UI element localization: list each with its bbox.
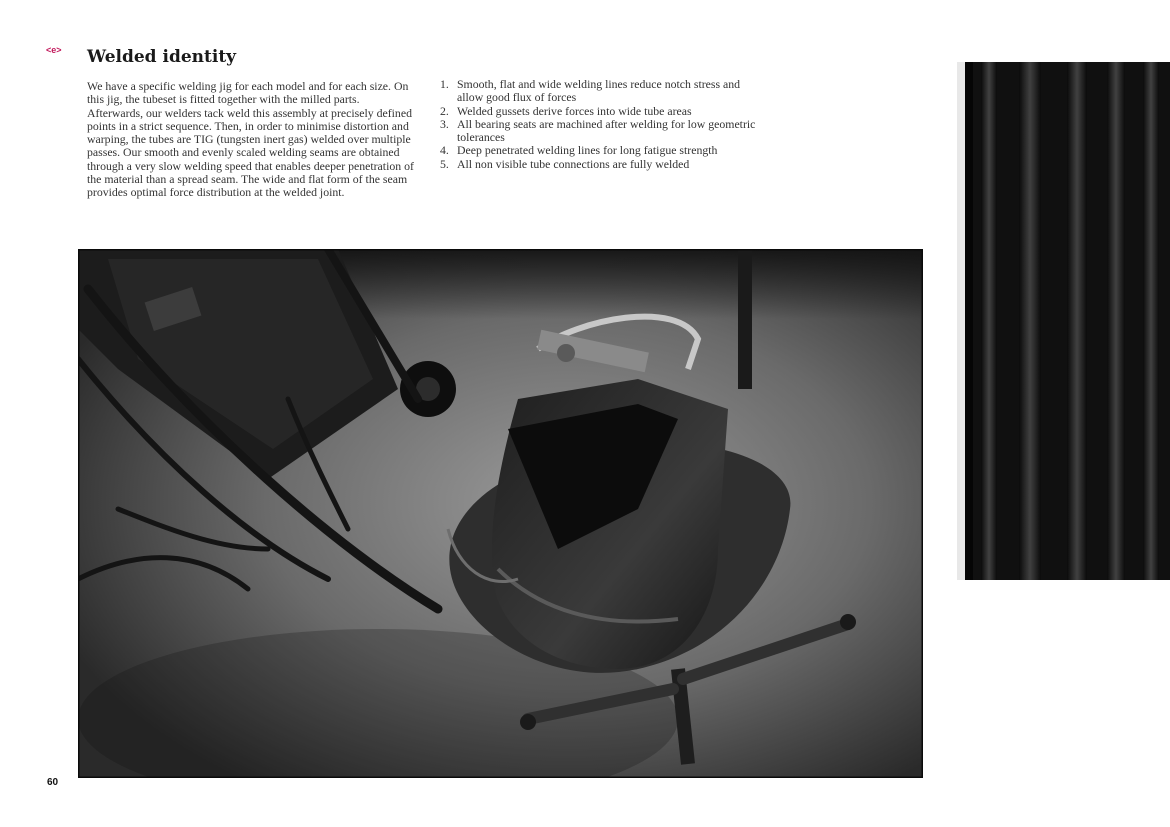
feature-list — [440, 78, 760, 171]
curtain-photo — [957, 52, 1170, 588]
list-item-number: 3. — [440, 116, 449, 131]
page-number: 60 — [47, 777, 59, 788]
list-item-text: All non visible tube connections are fully welded — [457, 156, 690, 171]
list-item-text: All bearing seats are machined after welding for low geometric tolerances — [457, 116, 756, 145]
list-item — [440, 158, 760, 171]
list-item-text: Deep penetrated welding lines for long fatigue strength — [457, 143, 718, 158]
list-item-number: 4. — [440, 143, 449, 158]
brand-logo-mark: <e> — [46, 45, 62, 55]
list-item — [440, 118, 760, 145]
list-item-number: 5. — [440, 156, 449, 171]
list-item-text: Smooth, flat and wide welding lines reduce notch stress and allow good flux of forces — [457, 77, 741, 105]
list-item — [440, 78, 760, 105]
welding-helmet-photo — [78, 249, 923, 778]
list-item-number: 1. — [440, 77, 449, 91]
list-item — [440, 144, 760, 157]
intro-paragraph: We have a specific welding jig for each model and for each size. On this jig, the tubeset is fitted together with the milled parts. Afterwards, our welders tack weld this assembly at precisely defined points in a strict sequence. Then, in order to minimise distortion and warping, the tubes are TIG (tungsten inert gas) welded over multiple passes. Our smooth and evenly scaled welding seams are obtained through a very slow welding speed that enables deeper penetration of the material than a spread seam. The wide and flat form of the seam provides optimal force distribution at the welded joint. — [87, 79, 414, 200]
list-item — [440, 105, 760, 118]
list-item-number: 2. — [440, 103, 449, 118]
list-item-text: Welded gussets derive forces into wide tube areas — [457, 103, 692, 118]
page-title: Welded identity — [87, 47, 237, 67]
